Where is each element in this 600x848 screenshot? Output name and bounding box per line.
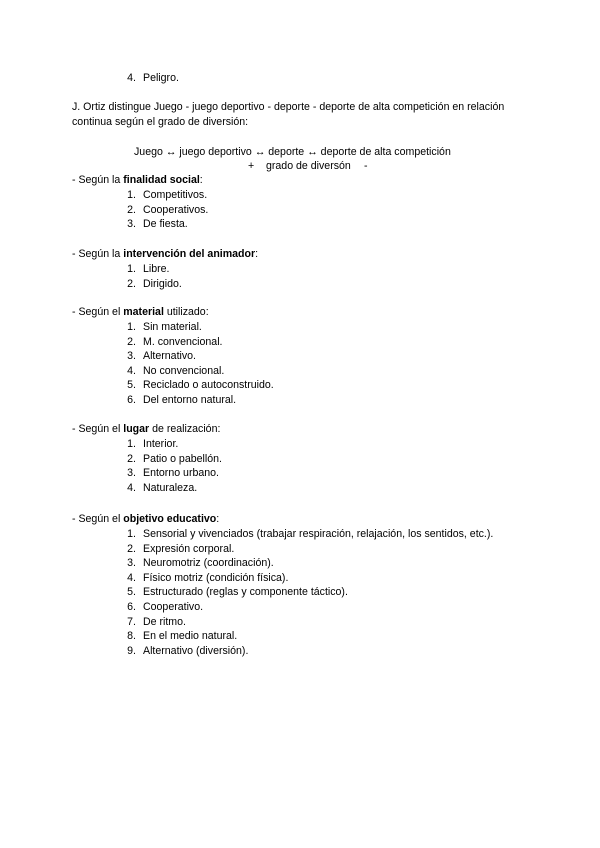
list-item-number: 3.	[127, 218, 136, 231]
list-item-number: 4.	[127, 364, 136, 377]
continuum-label: grado de diversón	[266, 160, 351, 172]
section-heading	[72, 423, 220, 436]
list-item-number: 1.	[127, 321, 136, 333]
list-item-number: 2.	[127, 203, 136, 216]
list-item-text: Libre.	[143, 263, 170, 275]
list-item-text: Peligro.	[143, 72, 179, 84]
list-item-text: Alternativo (diversión).	[143, 644, 249, 657]
section-heading-bold: intervención del animador	[123, 248, 256, 260]
section-heading-bold: material	[123, 306, 164, 318]
section-heading	[72, 306, 209, 319]
list-item-text: Entorno urbano.	[143, 467, 219, 480]
list-item-number: 2.	[127, 452, 136, 465]
list-item-text: Estructurado (reglas y componente táctico).	[143, 586, 348, 599]
list-item-number: 2.	[127, 542, 136, 555]
section-heading-suffix: utilizado:	[163, 306, 209, 318]
section-heading-bold: lugar	[123, 423, 150, 435]
list-item-number: 9.	[127, 644, 136, 657]
list-item-number: 4.	[127, 72, 136, 84]
list-item-text: Competitivos.	[143, 189, 208, 201]
list-item-text: Sensorial y vivenciados (trabajar respiración, relajación, los sentidos, etc.).	[143, 528, 494, 540]
list-item-number: 3.	[127, 557, 136, 570]
list-item-text: De fiesta.	[143, 218, 188, 231]
section-heading	[72, 513, 219, 526]
list-item-text: M. convencional.	[143, 335, 223, 348]
list-item-text: Interior.	[143, 438, 179, 450]
section-heading-bold: objetivo educativo	[123, 513, 217, 525]
continuum-line: Juego ↔ juego deportivo ↔ deporte ↔ deporte de alta competición	[134, 146, 451, 158]
list-item-text: Sin material.	[143, 321, 202, 333]
section-heading	[72, 174, 203, 187]
section-heading-prefix: - Según la	[72, 248, 124, 260]
continuum-minus: -	[364, 160, 368, 172]
list-item-text: Físico motriz (condición física).	[143, 571, 289, 584]
list-item-number: 1.	[127, 189, 136, 201]
list-item-text: Alternativo.	[143, 350, 196, 363]
list-item-number: 6.	[127, 601, 136, 613]
list-item-text: De ritmo.	[143, 615, 186, 628]
section-heading-prefix: - Según la	[72, 174, 124, 186]
list-item-text: Naturaleza.	[143, 481, 198, 494]
list-item-text: Patio o pabellón.	[143, 452, 222, 465]
list-item-number: 2.	[127, 277, 136, 290]
list-item-number: 5.	[127, 586, 136, 599]
list-item-number: 2.	[127, 335, 136, 348]
list-item-number: 6.	[127, 394, 136, 406]
list-item-number: 7.	[127, 615, 136, 628]
list-item-number: 8.	[127, 630, 136, 643]
list-item-number: 3.	[127, 467, 136, 480]
list-item-text: Neuromotriz (coordinación).	[143, 557, 274, 570]
list-item-text: No convencional.	[143, 364, 225, 377]
list-item-number: 4.	[127, 571, 136, 584]
list-item-number: 1.	[127, 263, 136, 275]
section-heading-suffix: :	[199, 174, 203, 186]
section-heading-bold: finalidad social	[123, 174, 200, 186]
list-item-text: Reciclado o autoconstruido.	[143, 379, 274, 392]
list-item-text: Dirigido.	[143, 277, 182, 290]
list-item-number: 4.	[127, 481, 136, 494]
list-item-number: 5.	[127, 379, 136, 392]
list-item-text: Del entorno natural.	[143, 394, 237, 406]
section-heading-prefix: - Según el	[72, 513, 124, 525]
list-item-number: 1.	[127, 438, 136, 450]
section-heading-suffix: de realización:	[149, 423, 221, 435]
section-heading-prefix: - Según el	[72, 423, 124, 435]
list-item-text: Cooperativos.	[143, 203, 209, 216]
list-item-text: Cooperativo.	[143, 601, 204, 613]
list-item-number: 3.	[127, 350, 136, 363]
list-item-number: 1.	[127, 528, 136, 540]
intro-line-2: continua según el grado de diversión:	[72, 116, 249, 128]
continuum-plus: +	[248, 160, 255, 172]
section-heading	[72, 248, 258, 261]
section-heading-suffix: :	[216, 513, 220, 525]
list-item-text: Expresión corporal.	[143, 542, 235, 555]
section-heading-suffix: :	[255, 248, 259, 260]
list-item-text: En el medio natural.	[143, 630, 238, 643]
section-heading-prefix: - Según el	[72, 306, 124, 318]
intro-line-1: J. Ortiz distingue Juego - juego deportivo - deporte - deporte de alta competición en relación	[72, 101, 505, 113]
